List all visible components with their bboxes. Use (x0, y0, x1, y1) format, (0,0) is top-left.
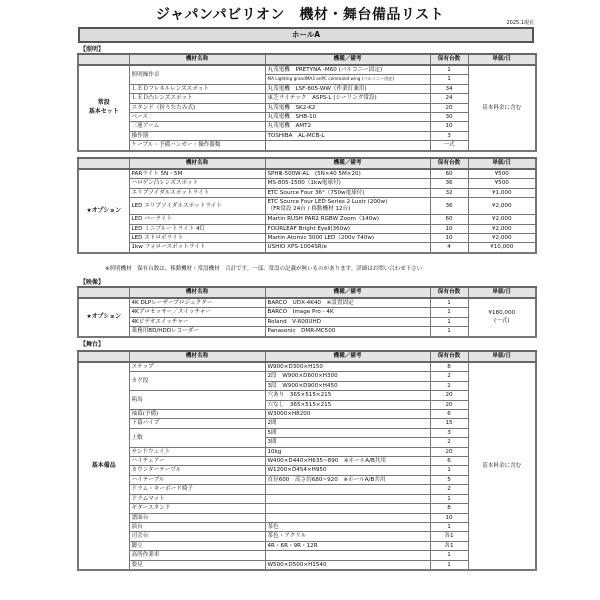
item-qty: 20 (430, 391, 468, 400)
item-spec (265, 551, 430, 560)
item-spec: TOSHIBA AL-MCB-L (265, 131, 430, 140)
lighting-basic-table (77, 53, 537, 152)
header-name: 機材名称 (129, 287, 265, 298)
item-spec (265, 513, 430, 522)
table-row (78, 103, 536, 112)
table-row (78, 141, 536, 151)
item-qty: 8 (430, 362, 468, 372)
item-name: 操作器 (129, 131, 265, 140)
hall-banner: ホールA (78, 27, 534, 43)
item-spec (265, 141, 430, 151)
item-name: 高所作業車 (129, 551, 265, 560)
item-spec: SPHⅢ-500W-AL (5N×40 5M×20) (265, 169, 430, 179)
item-qty: 36 (430, 179, 468, 188)
item-price: ¥10,000 (468, 243, 536, 253)
item-qty: 1 (430, 75, 468, 84)
item-spec: ETC Source Four 36°（750w電球付) (265, 188, 430, 197)
item-name: LED ミニブルートライト 4灯 (129, 224, 265, 233)
item-name: サンドウェイト (129, 447, 265, 456)
item-qty: 10 (430, 513, 468, 522)
item-spec: Roland V-600UHD (265, 317, 430, 326)
item-name: ケーブル・予備ハンガー・操作器類 (129, 141, 265, 151)
item-name: 譜面台 (129, 513, 265, 522)
item-price: ¥500 (468, 179, 536, 188)
header-group (78, 287, 129, 298)
item-spec: 穴なし 365×515×215 (265, 400, 430, 409)
item-qty: 32 (430, 188, 468, 197)
item-price: ¥2,000 (468, 215, 536, 224)
item-spec: 丸茂電機 LSF-805-WW（作業灯兼用) (265, 84, 430, 93)
table-row (78, 522, 536, 531)
table-row (78, 234, 536, 243)
item-spec: 茶色 (265, 522, 430, 531)
item-spec: 10kg (265, 447, 430, 456)
table-header-row (78, 54, 536, 65)
item-name: 4Kプロセッサー／スイッチャー (129, 308, 265, 317)
item-name: カグ段 (129, 372, 265, 391)
item-name: ＬＥＤ凸レンズスポット (129, 94, 265, 103)
header-group (78, 54, 129, 65)
table-header-row (78, 287, 536, 298)
table-row (78, 494, 536, 503)
stage-table (77, 350, 537, 571)
item-spec (265, 494, 430, 503)
item-spec: 丸茂電機 AMT2 (265, 122, 430, 131)
item-qty: 2 (430, 438, 468, 447)
item-price: ¥2,000 (468, 234, 536, 243)
item-qty: 2 (430, 485, 468, 494)
table-row (78, 308, 536, 317)
header-name: 機材名称 (129, 158, 265, 169)
item-qty: 8 (430, 504, 468, 513)
section-label-video: 【映像】 (80, 279, 105, 286)
item-name: 脚立 (129, 541, 265, 550)
header-name: 機材名称 (129, 54, 265, 65)
table-header-row (78, 351, 536, 362)
item-name: 業務用BD/HDDレコーダー (129, 327, 265, 337)
item-spec: Martin RUSH PAR2 RGBW Zoom（140w) (265, 215, 430, 224)
table-row (78, 317, 536, 326)
price-label: 基本料金に含む (468, 362, 536, 570)
item-spec: ETC Source Four LED Series 2 Lustr (200w) （FR常設 24台 / 移動機材 12台) (265, 198, 430, 215)
item-spec: 丸茂電機 PRETYNA -M60 (バルコニー固定) (265, 65, 430, 75)
price-label: ¥180,000 (一式) (468, 298, 536, 337)
item-name: LED パーライト (129, 215, 265, 224)
table-row (78, 410, 536, 419)
item-qty: 20 (430, 400, 468, 409)
item-name: ステップ (129, 362, 265, 372)
header-spec: 機種／備考 (265, 158, 430, 169)
item-qty: 5 (430, 475, 468, 484)
item-qty: 1 (430, 298, 468, 308)
item-price: ¥2,000 (468, 224, 536, 233)
header-group (78, 158, 129, 169)
table-row (78, 532, 536, 541)
section-label-stage: 【舞台】 (80, 341, 105, 348)
item-spec: W3000×H8200 (265, 410, 430, 419)
item-name: ハイテーブル (129, 475, 265, 484)
table-header-row (78, 158, 536, 169)
item-spec (265, 504, 430, 513)
item-name: 照明操作卓 (129, 65, 265, 84)
table-row (78, 122, 536, 131)
item-spec: 東芝ライテック ASPS-L (シーリング常設) (265, 94, 430, 103)
item-spec: Panasonic DMR-MC500 (265, 327, 430, 337)
item-spec: W900×D300×H150 (265, 362, 430, 372)
item-spec: MS-805-1500（1kw電球付) (265, 179, 430, 188)
lighting-note: ※照明機材 保有台数は、移動機材・常設機材 合計です。一部、常設の記載が無いものがあります。詳細はお問い合わせ下さい (105, 266, 423, 272)
table-row (78, 541, 536, 550)
table-row (78, 188, 536, 197)
item-qty: 15 (430, 419, 468, 428)
item-qty: 60 (430, 215, 468, 224)
item-price: ¥2,000 (468, 198, 536, 215)
item-name: 三連アーム (129, 122, 265, 131)
table-row (78, 94, 536, 103)
table-row (78, 457, 536, 466)
table-row (78, 113, 536, 122)
item-qty: 1 (430, 327, 468, 337)
item-name: 1kw フォロースポットライト (129, 243, 265, 253)
item-qty: 一式 (430, 141, 468, 151)
video-table (77, 286, 537, 338)
item-name: PARライト 5N・5M (129, 169, 265, 179)
item-spec: 2段 W900×D600×H300 (265, 372, 430, 381)
item-name: LED エリプソイダルスポットライト (129, 198, 265, 215)
header-price: 単価/日 (468, 54, 536, 65)
item-name: 袖幕(予備) (129, 410, 265, 419)
table-row (78, 504, 536, 513)
table-row (78, 198, 536, 215)
item-qty: 6 (430, 457, 468, 466)
header-spec: 機種／備考 (265, 287, 430, 298)
header-spec: 機種／備考 (265, 54, 430, 65)
price-label: 基本料金に含む (468, 65, 536, 151)
item-qty: 30 (430, 113, 468, 122)
item-qty: 60 (430, 169, 468, 179)
item-name: 上敷 (129, 428, 265, 447)
item-qty: 24 (430, 94, 468, 103)
item-name: ドラム・キーボード椅子 (129, 485, 265, 494)
item-spec: 茶色・アクリル (265, 532, 430, 541)
item-qty: 20 (430, 447, 468, 456)
document-title: ジャパンパビリオン 機材・舞台備品リスト (155, 7, 445, 23)
item-spec: Martin Atomic 3000 LED（200v 740w) (265, 234, 430, 243)
item-spec: 丸茂電機 SK2-K2 (265, 103, 430, 112)
item-name: ハイチェアー (129, 457, 265, 466)
table-row (78, 419, 536, 428)
table-row (78, 179, 536, 188)
table-row (78, 243, 536, 253)
table-row (78, 224, 536, 233)
table-row (78, 428, 536, 437)
item-name: 4Kビデオスイッチャー (129, 317, 265, 326)
item-spec: FOURLEAF Bright EyeⅡ(360w) (265, 224, 430, 233)
item-name: ＬＥＤフレネルレンズスポット (129, 84, 265, 93)
table-row (78, 65, 536, 75)
header-price: 単価/日 (468, 351, 536, 362)
table-row (78, 391, 536, 400)
item-name: スタンド（折りたたみ式) (129, 103, 265, 112)
item-qty: 各1 (430, 541, 468, 550)
item-spec (265, 485, 430, 494)
item-qty: 3 (430, 428, 468, 437)
header-spec: 機種／備考 (265, 351, 430, 362)
item-name: 姿見 (129, 560, 265, 570)
item-name: 下幕パイプ (129, 419, 265, 428)
item-spec: 穴あり 365×515×215 (265, 391, 430, 400)
table-row (78, 215, 536, 224)
item-qty: 1 (430, 522, 468, 531)
item-name: ハロゲン凸レンズスポット (129, 179, 265, 188)
item-qty: 1 (430, 560, 468, 570)
item-qty: 36 (430, 198, 468, 215)
item-name: ギタースタンド (129, 504, 265, 513)
table-row (78, 169, 536, 179)
item-qty: 2 (430, 381, 468, 390)
table-row (78, 84, 536, 93)
table-row (78, 560, 536, 570)
item-qty: 3 (430, 131, 468, 140)
item-name: 4K DLPレーザープロジェクター (129, 298, 265, 308)
table-row (78, 131, 536, 140)
item-qty: 各1 (430, 532, 468, 541)
header-group (78, 351, 129, 362)
item-spec: BARCO Image Pro - 4K (265, 308, 430, 317)
item-spec: 直径600 高さ約680~920 ※ホールA/B共用 (265, 475, 430, 484)
item-qty: 1 (430, 65, 468, 75)
item-spec: 丸茂電機 SHB-10 (265, 113, 430, 122)
table-row (78, 513, 536, 522)
header-qty: 保有台数 (430, 287, 468, 298)
item-name: 箱馬 (129, 391, 265, 410)
document-date: 2025.1現在 (506, 20, 534, 26)
item-spec-note: （FR常設 24台 / 移動機材 12台) (267, 206, 351, 213)
item-spec: 4R・6R・9R・12R (265, 541, 430, 550)
header-name: 機材名称 (129, 351, 265, 362)
item-qty: 1 (430, 466, 468, 475)
group-label: ★オプション (78, 298, 129, 337)
item-qty: 10 (430, 234, 468, 243)
item-spec: 3間 (265, 438, 430, 447)
item-qty: 6 (430, 410, 468, 419)
item-spec: MA Lighting grandMA3 onPC command wing (バルコニー固定) (265, 75, 430, 84)
group-label: 常設 基本セット (78, 65, 129, 151)
item-qty: 1 (430, 551, 468, 560)
table-row (78, 485, 536, 494)
item-qty: 34 (430, 84, 468, 93)
item-spec: 5間 (265, 428, 430, 437)
item-name: LED ストロボライト (129, 234, 265, 243)
header-qty: 保有台数 (430, 351, 468, 362)
item-qty: 1 (430, 317, 468, 326)
item-qty: 20 (430, 103, 468, 112)
item-spec: USHIO XPS-1004SR/e (265, 243, 430, 253)
table-row (78, 372, 536, 381)
item-qty: 10 (430, 122, 468, 131)
table-row (78, 551, 536, 560)
item-qty: 1 (430, 494, 468, 503)
table-row (78, 327, 536, 337)
table-row (78, 466, 536, 475)
item-name: エリプソイダルスポットライト (129, 188, 265, 197)
item-spec: W400×D440×H635~890 ※ホールA/B共用 (265, 457, 430, 466)
header-qty: 保有台数 (430, 158, 468, 169)
lighting-option-table (77, 157, 537, 254)
item-spec: W500×D500×H1540 (265, 560, 430, 570)
group-label: 基本備品 (78, 362, 129, 570)
item-qty: 2 (430, 372, 468, 381)
group-label: ★オプション (78, 169, 129, 253)
section-label-lighting: 【照明】 (80, 46, 105, 53)
header-qty: 保有台数 (430, 54, 468, 65)
item-spec: 3段 W900×D900×H450 (265, 381, 430, 390)
item-name: 演台 (129, 522, 265, 531)
item-spec: BARCO UDX-4K40 ※設置固定 (265, 298, 430, 308)
header-price: 単価/日 (468, 287, 536, 298)
table-row (78, 362, 536, 372)
header-price: 単価/日 (468, 158, 536, 169)
table-row (78, 475, 536, 484)
item-spec: W1200×D454×H950 (265, 466, 430, 475)
item-name: カウンターテーブル (129, 466, 265, 475)
item-name: ドラムマット (129, 494, 265, 503)
table-row (78, 298, 536, 308)
item-qty: 1 (430, 308, 468, 317)
item-qty: 10 (430, 224, 468, 233)
item-name: ベース (129, 113, 265, 122)
item-price: ¥1,000 (468, 188, 536, 197)
table-row (78, 447, 536, 456)
item-spec: 2間 (265, 419, 430, 428)
item-price: ¥500 (468, 169, 536, 179)
item-qty: 4 (430, 243, 468, 253)
item-name: 司会台 (129, 532, 265, 541)
